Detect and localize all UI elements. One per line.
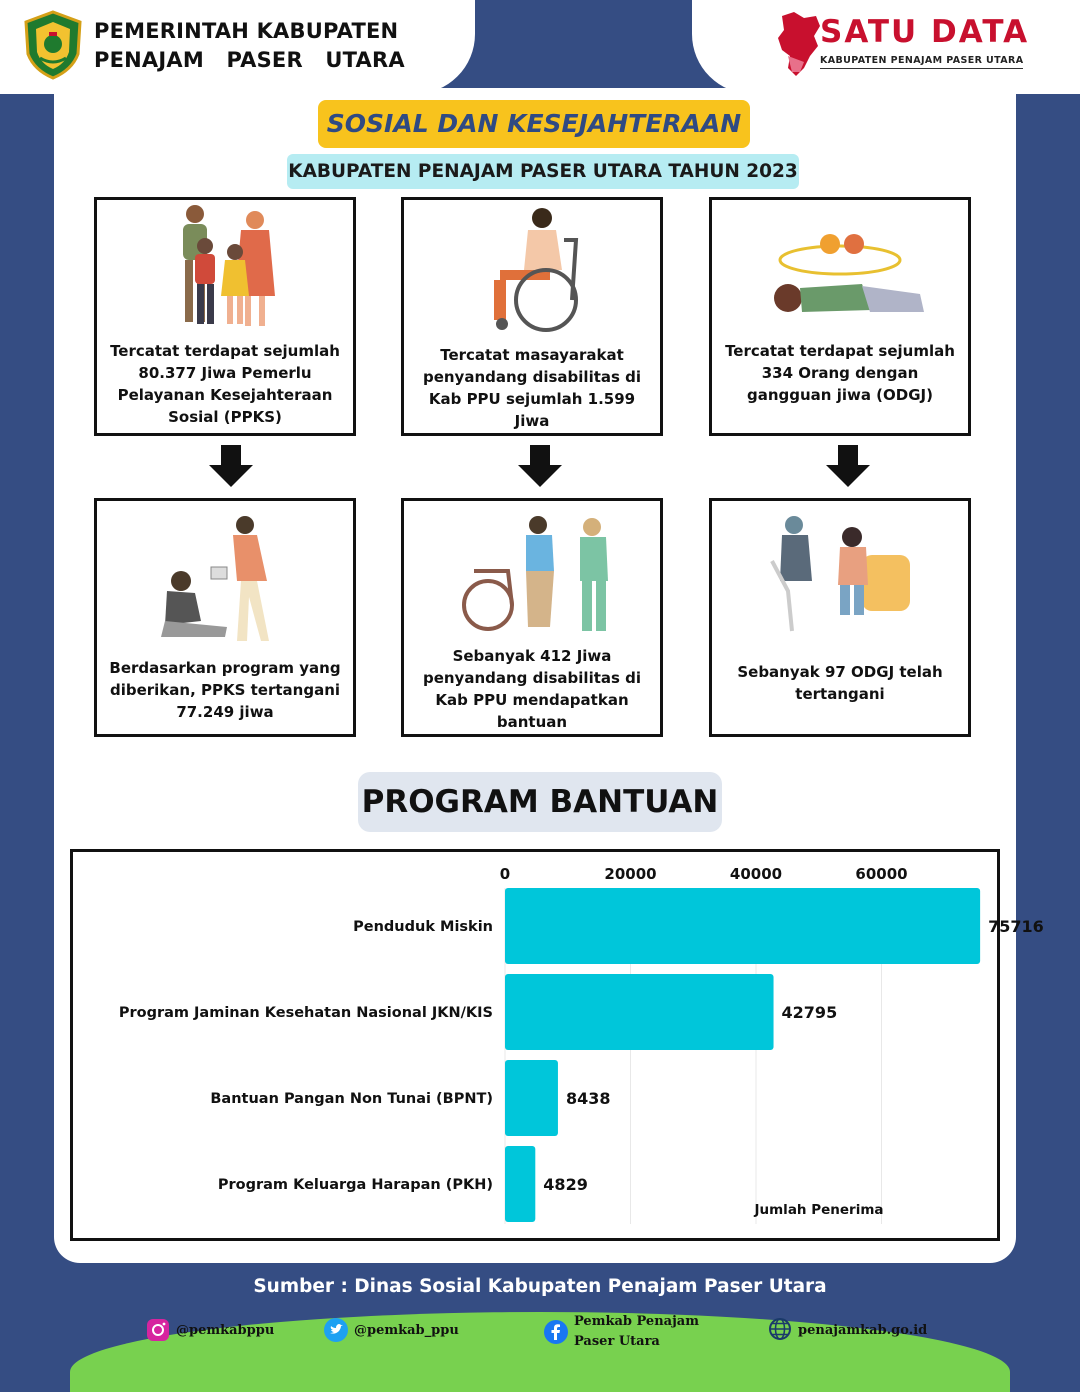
instagram-handle: @pemkabppu	[176, 1322, 275, 1338]
chart-container	[70, 849, 1044, 1241]
card-ppks	[94, 197, 356, 436]
card-ppks-handled-text: Berdasarkan program yang diberikan, PPKS tertangani 77.249 jiwa	[109, 659, 341, 721]
tick-label: 0	[499, 865, 511, 883]
footer-instagram[interactable]	[146, 1318, 274, 1342]
category-label: Bantuan Pangan Non Tunai (BPNT)	[210, 1091, 493, 1107]
data-label: 4829	[543, 1175, 588, 1194]
footer-website[interactable]	[768, 1318, 927, 1342]
regency-map-icon	[774, 10, 824, 78]
giving-aid-illustration-icon	[97, 501, 353, 641]
government-title-line2: PENAJAM PASER UTARA	[94, 48, 405, 72]
family-illustration-icon	[97, 200, 353, 340]
facebook-name-line2: Paser Utara	[574, 1334, 660, 1349]
header-divider	[475, 40, 692, 94]
government-title	[94, 17, 405, 75]
arrow-down-icon	[826, 445, 870, 489]
data-label: 75716	[988, 917, 1044, 936]
twitter-handle: @pemkab_ppu	[354, 1322, 459, 1338]
card-odgj-handled	[709, 498, 971, 737]
brand-subtitle: KABUPATEN PENAJAM PASER UTARA	[820, 55, 1023, 69]
footer-facebook[interactable]	[544, 1312, 699, 1352]
card-disabilitas-aid	[401, 498, 663, 737]
footer-twitter[interactable]	[324, 1318, 459, 1342]
section-title: SOSIAL DAN KESEJAHTERAAN	[318, 100, 750, 148]
globe-icon	[768, 1318, 792, 1342]
category-label: Program Keluarga Harapan (PKH)	[217, 1177, 493, 1193]
regency-emblem-icon	[22, 10, 84, 80]
card-odgj-handled-text: Sebanyak 97 ODGJ telah tertangani	[737, 663, 943, 703]
card-disabilitas	[401, 197, 663, 436]
instagram-icon	[146, 1318, 170, 1342]
therapy-illustration-icon	[712, 501, 968, 641]
tick-label: 40000	[729, 865, 783, 883]
bar-chart	[73, 852, 1044, 1238]
data-label: 8438	[565, 1089, 611, 1108]
data-label: 42795	[781, 1003, 838, 1022]
tick-label: 20000	[604, 865, 657, 883]
caregiver-illustration-icon	[404, 501, 660, 641]
category-label: Program Jaminan Kesehatan Nasional JKN/KIS	[118, 1005, 493, 1021]
bar	[505, 1146, 535, 1222]
bar	[505, 974, 774, 1050]
government-title-line1: PEMERINTAH KABUPATEN	[94, 19, 399, 43]
card-disabilitas-aid-text: Sebanyak 412 Jiwa penyandang disabilitas di Kab PPU mendapatkan bantuan	[422, 647, 642, 731]
brand-title: SATU DATA	[820, 14, 1030, 50]
section-subtitle: KABUPATEN PENAJAM PASER UTARA TAHUN 2023	[287, 154, 799, 189]
facebook-name-line1: Pemkab Penajam	[574, 1314, 699, 1329]
website-url: penajamkab.go.id	[798, 1322, 928, 1338]
facebook-icon	[544, 1320, 568, 1344]
card-odgj-text: Tercatat terdapat sejumlah 334 Orang dengan gangguan jiwa (ODGJ)	[725, 342, 955, 404]
twitter-icon	[324, 1318, 348, 1342]
tick-label: 60000	[855, 865, 908, 883]
card-ppks-handled	[94, 498, 356, 737]
category-label: Penduduk Miskin	[353, 919, 493, 935]
card-ppks-text: Tercatat terdapat sejumlah 80.377 Jiwa Pemerlu Pelayanan Kesejahteraan Sosial (PPKS)	[110, 342, 340, 426]
arrow-down-icon	[209, 445, 253, 489]
card-disabilitas-text: Tercatat masayarakat penyandang disabilitas di Kab PPU sejumlah 1.599 Jiwa	[422, 346, 642, 430]
program-title: PROGRAM BANTUAN	[358, 772, 722, 832]
wheelchair-illustration-icon	[404, 200, 660, 340]
arrow-down-icon	[518, 445, 562, 489]
card-odgj	[709, 197, 971, 436]
bar	[505, 888, 980, 964]
source-text: Sumber : Dinas Sosial Kabupaten Penajam Paser Utara	[253, 1276, 827, 1297]
mental-illness-illustration-icon	[712, 200, 968, 340]
x-axis-label: Jumlah Penerima	[754, 1202, 884, 1218]
bar	[505, 1060, 558, 1136]
